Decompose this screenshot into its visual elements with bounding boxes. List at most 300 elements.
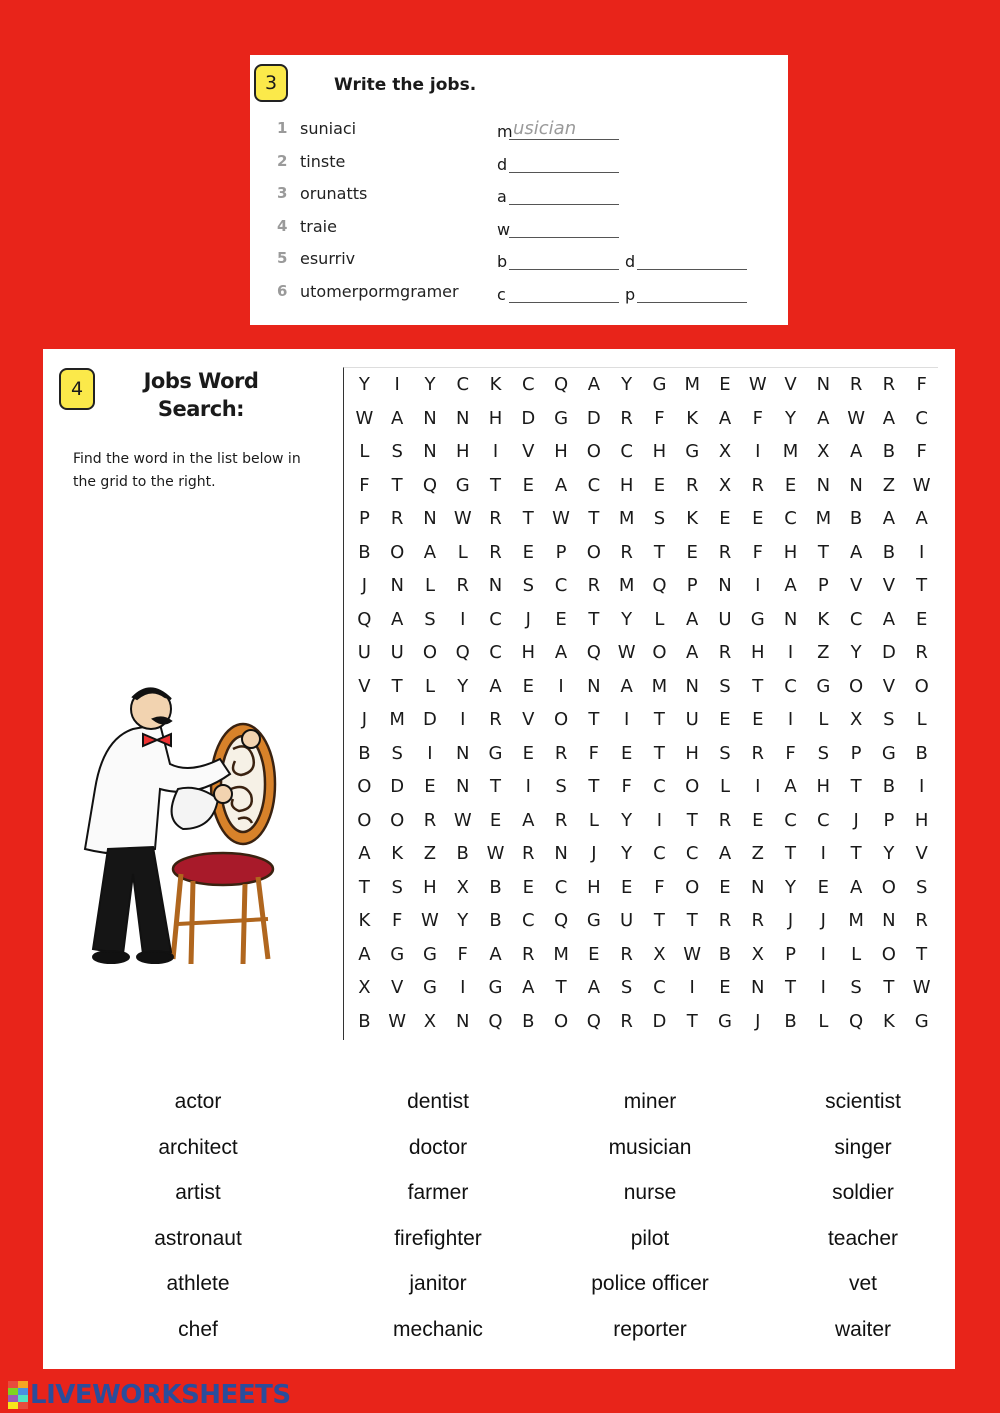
grid-letter[interactable]: I xyxy=(689,977,695,999)
grid-letter[interactable]: C xyxy=(554,876,568,898)
grid-letter[interactable]: N xyxy=(685,675,699,697)
grid-letter[interactable]: V xyxy=(522,709,535,731)
grid-letter[interactable]: E xyxy=(784,474,797,496)
grid-letter[interactable]: F xyxy=(654,876,665,898)
grid-letter[interactable]: N xyxy=(816,374,831,396)
grid-letter[interactable]: C xyxy=(587,474,601,496)
grid-letter[interactable]: A xyxy=(718,843,732,865)
grid-letter[interactable]: R xyxy=(915,910,928,932)
grid-letter[interactable]: E xyxy=(555,608,567,630)
grid-letter[interactable]: S xyxy=(555,776,567,798)
grid-letter[interactable]: M xyxy=(389,709,405,731)
grid-letter[interactable]: E xyxy=(588,943,600,965)
grid-letter[interactable]: T xyxy=(686,1010,698,1032)
grid-letter[interactable]: G xyxy=(390,943,405,965)
grid-letter[interactable]: B xyxy=(522,1010,535,1032)
grid-letter[interactable]: C xyxy=(489,642,502,664)
grid-letter[interactable]: R xyxy=(522,943,535,965)
grid-letter[interactable]: N xyxy=(849,474,863,496)
grid-letter[interactable]: A xyxy=(423,541,437,563)
grid-letter[interactable]: J xyxy=(787,910,794,932)
grid-letter[interactable]: R xyxy=(489,709,502,731)
grid-letter[interactable]: E xyxy=(719,374,731,396)
grid-letter[interactable]: I xyxy=(787,709,794,731)
grid-letter[interactable]: X xyxy=(718,441,732,463)
grid-letter[interactable]: A xyxy=(587,977,601,999)
grid-letter[interactable]: H xyxy=(488,407,503,429)
grid-letter[interactable]: O xyxy=(586,441,601,463)
grid-letter[interactable]: I xyxy=(525,776,531,798)
grid-letter[interactable]: Y xyxy=(621,843,633,865)
grid-letter[interactable]: P xyxy=(785,943,796,965)
grid-letter[interactable]: O xyxy=(849,675,864,697)
grid-letter[interactable]: I xyxy=(460,608,466,630)
grid-letter[interactable]: Y xyxy=(621,374,633,396)
grid-letter[interactable]: O xyxy=(553,1010,569,1032)
grid-letter[interactable]: R xyxy=(718,809,732,831)
grid-letter[interactable]: T xyxy=(686,809,698,831)
grid-letter[interactable]: I xyxy=(820,977,826,999)
grid-letter[interactable]: G xyxy=(422,943,437,965)
answer-field[interactable] xyxy=(497,249,621,271)
grid-letter[interactable]: G xyxy=(488,742,503,764)
grid-letter[interactable]: T xyxy=(653,742,665,764)
grid-letter[interactable]: X xyxy=(751,943,764,965)
grid-letter[interactable]: A xyxy=(554,642,568,664)
answer-field[interactable] xyxy=(497,282,621,304)
grid-letter[interactable]: N xyxy=(587,675,601,697)
grid-letter[interactable]: T xyxy=(883,977,895,999)
grid-letter[interactable]: V xyxy=(882,575,896,597)
grid-letter[interactable]: R xyxy=(554,809,568,831)
grid-letter[interactable]: I xyxy=(492,441,499,463)
grid-letter[interactable]: T xyxy=(653,709,665,731)
grid-letter[interactable]: R xyxy=(489,541,502,563)
grid-letter[interactable]: N xyxy=(488,575,503,597)
grid-letter[interactable]: A xyxy=(489,675,502,697)
grid-letter[interactable]: O xyxy=(685,776,700,798)
grid-letter[interactable]: L xyxy=(851,943,862,965)
grid-letter[interactable]: O xyxy=(881,943,896,965)
grid-letter[interactable]: G xyxy=(881,742,896,764)
grid-letter[interactable]: M xyxy=(618,508,635,530)
grid-letter[interactable]: N xyxy=(783,608,798,630)
grid-letter[interactable]: N xyxy=(718,575,732,597)
grid-letter[interactable]: O xyxy=(652,642,667,664)
grid-letter[interactable]: C xyxy=(915,407,928,429)
grid-letter[interactable]: I xyxy=(755,776,761,798)
grid-letter[interactable]: S xyxy=(817,742,830,764)
grid-letter[interactable]: E xyxy=(522,675,534,697)
grid-letter[interactable]: H xyxy=(587,876,601,898)
grid-letter[interactable]: J xyxy=(591,843,597,865)
grid-letter[interactable]: S xyxy=(719,675,731,697)
grid-letter[interactable]: T xyxy=(653,910,665,932)
grid-letter[interactable]: W xyxy=(486,843,505,865)
grid-letter[interactable]: S xyxy=(391,441,403,463)
grid-letter[interactable]: A xyxy=(882,508,896,530)
grid-letter[interactable]: C xyxy=(522,910,535,932)
grid-letter[interactable]: R xyxy=(423,809,437,831)
grid-letter[interactable]: V xyxy=(882,675,896,697)
grid-letter[interactable]: A xyxy=(391,407,404,429)
grid-letter[interactable]: F xyxy=(916,374,927,396)
grid-letter[interactable]: I xyxy=(755,575,761,597)
grid-letter[interactable]: Q xyxy=(455,642,470,664)
grid-letter[interactable]: U xyxy=(357,642,371,664)
grid-letter[interactable]: T xyxy=(916,943,928,965)
grid-letter[interactable]: I xyxy=(820,843,826,865)
grid-letter[interactable]: C xyxy=(653,977,666,999)
grid-letter[interactable]: G xyxy=(652,374,667,396)
grid-letter[interactable]: E xyxy=(719,876,731,898)
grid-letter[interactable]: A xyxy=(522,809,535,831)
grid-letter[interactable]: I xyxy=(460,977,466,999)
grid-letter[interactable]: P xyxy=(850,742,862,764)
grid-letter[interactable]: W xyxy=(453,809,472,831)
grid-letter[interactable]: R xyxy=(718,541,732,563)
grid-letter[interactable]: F xyxy=(654,407,665,429)
grid-letter[interactable]: Y xyxy=(457,675,469,697)
grid-letter[interactable]: M xyxy=(553,943,569,965)
grid-letter[interactable]: R xyxy=(751,910,765,932)
grid-letter[interactable]: V xyxy=(358,675,371,697)
grid-letter[interactable]: T xyxy=(653,541,665,563)
grid-letter[interactable]: N xyxy=(816,474,831,496)
grid-letter[interactable]: J xyxy=(361,575,368,597)
grid-letter[interactable]: W xyxy=(421,910,439,932)
grid-letter[interactable]: W xyxy=(748,374,767,396)
grid-letter[interactable]: A xyxy=(882,608,896,630)
grid-letter[interactable]: L xyxy=(424,675,435,697)
grid-letter[interactable]: R xyxy=(620,943,633,965)
grid-letter[interactable]: T xyxy=(490,776,502,798)
grid-letter[interactable]: C xyxy=(849,608,863,630)
grid-letter[interactable]: L xyxy=(719,776,730,798)
grid-letter[interactable]: U xyxy=(620,910,634,932)
grid-letter[interactable]: T xyxy=(686,910,698,932)
grid-letter[interactable]: O xyxy=(685,876,700,898)
grid-letter[interactable]: O xyxy=(586,541,601,563)
grid-letter[interactable]: F xyxy=(391,910,403,932)
grid-letter[interactable]: V xyxy=(849,575,863,597)
grid-letter[interactable]: T xyxy=(817,541,829,563)
grid-letter[interactable]: K xyxy=(358,910,371,932)
grid-letter[interactable]: G xyxy=(685,441,700,463)
grid-letter[interactable]: S xyxy=(915,876,928,898)
grid-letter[interactable]: G xyxy=(586,910,601,932)
grid-letter[interactable]: R xyxy=(718,642,732,664)
grid-letter[interactable]: T xyxy=(785,977,797,999)
grid-letter[interactable]: H xyxy=(652,441,667,463)
grid-letter[interactable]: E xyxy=(522,474,534,496)
grid-letter[interactable]: H xyxy=(521,642,536,664)
grid-letter[interactable]: L xyxy=(916,709,927,731)
grid-letter[interactable]: G xyxy=(816,675,831,697)
grid-letter[interactable]: X xyxy=(849,709,863,731)
grid-letter[interactable]: M xyxy=(651,675,668,697)
grid-letter[interactable]: F xyxy=(785,742,796,764)
grid-letter[interactable]: B xyxy=(358,1010,371,1032)
grid-letter[interactable]: L xyxy=(654,608,665,630)
grid-letter[interactable]: G xyxy=(554,407,569,429)
grid-letter[interactable]: A xyxy=(522,977,535,999)
grid-letter[interactable]: H xyxy=(554,441,568,463)
grid-letter[interactable]: R xyxy=(522,843,535,865)
grid-letter[interactable]: F xyxy=(916,441,927,463)
grid-letter[interactable]: I xyxy=(919,541,925,563)
grid-letter[interactable]: B xyxy=(489,876,502,898)
grid-letter[interactable]: K xyxy=(391,843,404,865)
grid-letter[interactable]: J xyxy=(820,910,826,932)
grid-letter[interactable]: M xyxy=(684,374,700,396)
grid-letter[interactable]: N xyxy=(554,843,568,865)
grid-letter[interactable]: M xyxy=(782,441,799,463)
grid-letter[interactable]: A xyxy=(587,374,601,396)
grid-letter[interactable]: O xyxy=(422,642,438,664)
grid-letter[interactable]: L xyxy=(818,709,829,731)
grid-letter[interactable]: R xyxy=(718,910,732,932)
grid-letter[interactable]: H xyxy=(783,541,798,563)
answer-field[interactable] xyxy=(497,152,621,174)
grid-letter[interactable]: R xyxy=(620,407,633,429)
grid-letter[interactable]: E xyxy=(620,742,633,764)
grid-letter[interactable]: S xyxy=(883,709,895,731)
grid-letter[interactable]: A xyxy=(849,441,863,463)
grid-letter[interactable]: A xyxy=(849,876,863,898)
grid-letter[interactable]: W xyxy=(453,508,472,530)
grid-letter[interactable]: H xyxy=(685,742,699,764)
grid-letter[interactable]: N xyxy=(751,876,765,898)
grid-letter[interactable]: X xyxy=(653,943,666,965)
grid-letter[interactable]: X xyxy=(423,1010,437,1032)
grid-letter[interactable]: M xyxy=(815,508,832,530)
grid-letter[interactable]: H xyxy=(816,776,831,798)
grid-letter[interactable]: C xyxy=(784,508,797,530)
word-search-grid[interactable] xyxy=(343,367,938,1040)
grid-letter[interactable]: Y xyxy=(850,642,862,664)
answer-field[interactable] xyxy=(625,249,749,271)
grid-letter[interactable]: U xyxy=(685,709,699,731)
grid-letter[interactable]: E xyxy=(424,776,436,798)
grid-letter[interactable]: S xyxy=(850,977,862,999)
grid-letter[interactable]: D xyxy=(521,407,536,429)
grid-letter[interactable]: M xyxy=(848,910,864,932)
grid-letter[interactable]: Z xyxy=(817,642,830,664)
grid-letter[interactable]: J xyxy=(755,1010,761,1032)
grid-letter[interactable]: E xyxy=(915,608,928,630)
grid-letter[interactable]: Y xyxy=(457,910,469,932)
grid-letter[interactable]: F xyxy=(457,943,468,965)
grid-letter[interactable]: B xyxy=(882,441,896,463)
grid-letter[interactable]: P xyxy=(883,809,895,831)
grid-letter[interactable]: W xyxy=(552,508,570,530)
grid-letter[interactable]: Q xyxy=(586,642,601,664)
grid-letter[interactable]: Q xyxy=(422,474,438,496)
grid-letter[interactable]: I xyxy=(755,441,761,463)
grid-letter[interactable]: F xyxy=(752,541,763,563)
grid-letter[interactable]: X xyxy=(817,441,830,463)
grid-letter[interactable]: C xyxy=(456,374,470,396)
grid-letter[interactable]: C xyxy=(685,843,699,865)
grid-letter[interactable]: R xyxy=(620,1010,633,1032)
grid-letter[interactable]: C xyxy=(784,809,797,831)
grid-letter[interactable]: S xyxy=(653,508,666,530)
grid-letter[interactable]: W xyxy=(912,474,931,496)
grid-letter[interactable]: E xyxy=(489,809,502,831)
grid-letter[interactable]: V xyxy=(522,441,535,463)
grid-letter[interactable]: Q xyxy=(652,575,667,597)
grid-letter[interactable]: T xyxy=(752,675,764,697)
grid-letter[interactable]: W xyxy=(355,407,374,429)
grid-letter[interactable]: A xyxy=(686,642,699,664)
grid-letter[interactable]: P xyxy=(686,575,698,597)
grid-letter[interactable]: L xyxy=(359,441,370,463)
grid-letter[interactable]: B xyxy=(784,1010,797,1032)
grid-letter[interactable]: B xyxy=(489,910,502,932)
grid-letter[interactable]: R xyxy=(554,742,568,764)
grid-letter[interactable]: D xyxy=(586,407,601,429)
grid-letter[interactable]: C xyxy=(522,374,535,396)
answer-field[interactable] xyxy=(497,119,621,141)
grid-letter[interactable]: T xyxy=(588,709,600,731)
grid-letter[interactable]: C xyxy=(817,809,830,831)
grid-letter[interactable]: K xyxy=(882,1010,895,1032)
grid-letter[interactable]: S xyxy=(391,742,403,764)
grid-letter[interactable]: N xyxy=(882,910,896,932)
grid-letter[interactable]: F xyxy=(359,474,370,496)
grid-letter[interactable]: O xyxy=(357,809,372,831)
grid-letter[interactable]: N xyxy=(423,508,437,530)
grid-letter[interactable]: J xyxy=(525,608,531,630)
grid-letter[interactable]: F xyxy=(752,407,763,429)
grid-letter[interactable]: I xyxy=(787,642,794,664)
grid-letter[interactable]: E xyxy=(752,809,764,831)
grid-letter[interactable]: A xyxy=(554,474,568,496)
grid-letter[interactable]: N xyxy=(390,575,404,597)
grid-letter[interactable]: P xyxy=(358,508,370,530)
grid-letter[interactable]: A xyxy=(391,608,404,630)
grid-letter[interactable]: B xyxy=(882,776,896,798)
grid-letter[interactable]: C xyxy=(489,608,502,630)
grid-letter[interactable]: L xyxy=(424,575,435,597)
grid-letter[interactable]: Q xyxy=(488,1010,503,1032)
grid-letter[interactable]: Y xyxy=(621,809,633,831)
grid-letter[interactable]: T xyxy=(588,608,600,630)
grid-letter[interactable]: B xyxy=(358,742,371,764)
grid-letter[interactable]: I xyxy=(460,709,466,731)
grid-letter[interactable]: G xyxy=(422,977,437,999)
answer-field[interactable] xyxy=(497,217,621,239)
grid-letter[interactable]: C xyxy=(620,441,633,463)
grid-letter[interactable]: E xyxy=(653,474,666,496)
grid-letter[interactable]: S xyxy=(522,575,535,597)
grid-letter[interactable]: E xyxy=(817,876,830,898)
grid-letter[interactable]: W xyxy=(847,407,866,429)
grid-letter[interactable]: P xyxy=(817,575,829,597)
grid-letter[interactable]: E xyxy=(719,508,731,530)
answer-field[interactable] xyxy=(497,184,621,206)
grid-letter[interactable]: S xyxy=(719,742,731,764)
grid-letter[interactable]: H xyxy=(619,474,634,496)
grid-letter[interactable]: R xyxy=(751,474,765,496)
grid-letter[interactable]: V xyxy=(915,843,928,865)
grid-letter[interactable]: T xyxy=(391,675,403,697)
grid-letter[interactable]: W xyxy=(617,642,636,664)
grid-letter[interactable]: Y xyxy=(785,407,797,429)
grid-letter[interactable]: G xyxy=(750,608,765,630)
grid-letter[interactable]: X xyxy=(456,876,469,898)
grid-letter[interactable]: L xyxy=(457,541,468,563)
grid-letter[interactable]: Q xyxy=(553,910,569,932)
grid-letter[interactable]: L xyxy=(588,809,599,831)
grid-letter[interactable]: I xyxy=(394,374,400,396)
grid-letter[interactable]: H xyxy=(914,809,929,831)
grid-letter[interactable]: R xyxy=(390,508,404,530)
grid-letter[interactable]: E xyxy=(719,709,731,731)
grid-letter[interactable]: V xyxy=(391,977,404,999)
grid-letter[interactable]: K xyxy=(686,508,699,530)
grid-letter[interactable]: Q xyxy=(553,374,569,396)
grid-letter[interactable]: A xyxy=(718,407,732,429)
grid-letter[interactable]: Y xyxy=(424,374,436,396)
grid-letter[interactable]: B xyxy=(456,843,469,865)
grid-letter[interactable]: B xyxy=(849,508,863,530)
grid-letter[interactable]: I xyxy=(820,943,826,965)
grid-letter[interactable]: J xyxy=(853,809,859,831)
grid-letter[interactable]: X xyxy=(718,474,732,496)
grid-letter[interactable]: T xyxy=(522,508,534,530)
grid-letter[interactable]: Y xyxy=(358,374,370,396)
grid-letter[interactable]: T xyxy=(588,776,600,798)
grid-letter[interactable]: K xyxy=(686,407,699,429)
grid-letter[interactable]: E xyxy=(522,541,534,563)
grid-letter[interactable]: B xyxy=(915,742,928,764)
grid-letter[interactable]: R xyxy=(685,474,699,496)
grid-letter[interactable]: R xyxy=(882,374,896,396)
grid-letter[interactable]: S xyxy=(424,608,436,630)
grid-letter[interactable]: R xyxy=(849,374,863,396)
grid-letter[interactable]: I xyxy=(919,776,925,798)
grid-letter[interactable]: F xyxy=(588,742,600,764)
grid-letter[interactable]: Q xyxy=(586,1010,601,1032)
grid-letter[interactable]: H xyxy=(750,642,765,664)
grid-letter[interactable]: L xyxy=(818,1010,829,1032)
grid-letter[interactable]: F xyxy=(621,776,632,798)
grid-letter[interactable]: R xyxy=(587,575,601,597)
grid-letter[interactable]: P xyxy=(555,541,567,563)
grid-letter[interactable]: D xyxy=(423,709,437,731)
grid-letter[interactable]: R xyxy=(751,742,765,764)
grid-letter[interactable]: E xyxy=(620,876,633,898)
grid-letter[interactable]: T xyxy=(555,977,567,999)
grid-letter[interactable]: U xyxy=(390,642,404,664)
grid-letter[interactable]: S xyxy=(620,977,633,999)
grid-letter[interactable]: N xyxy=(423,407,437,429)
grid-letter[interactable]: T xyxy=(490,474,502,496)
grid-letter[interactable]: G xyxy=(914,1010,929,1032)
grid-letter[interactable]: B xyxy=(358,541,371,563)
grid-letter[interactable]: A xyxy=(882,407,896,429)
grid-letter[interactable]: M xyxy=(618,575,635,597)
grid-letter[interactable]: J xyxy=(361,709,368,731)
grid-letter[interactable]: W xyxy=(683,943,702,965)
grid-letter[interactable]: Y xyxy=(883,843,895,865)
grid-letter[interactable]: E xyxy=(752,508,764,530)
answer-field[interactable] xyxy=(625,282,749,304)
grid-letter[interactable]: T xyxy=(850,776,862,798)
grid-letter[interactable]: S xyxy=(391,876,403,898)
